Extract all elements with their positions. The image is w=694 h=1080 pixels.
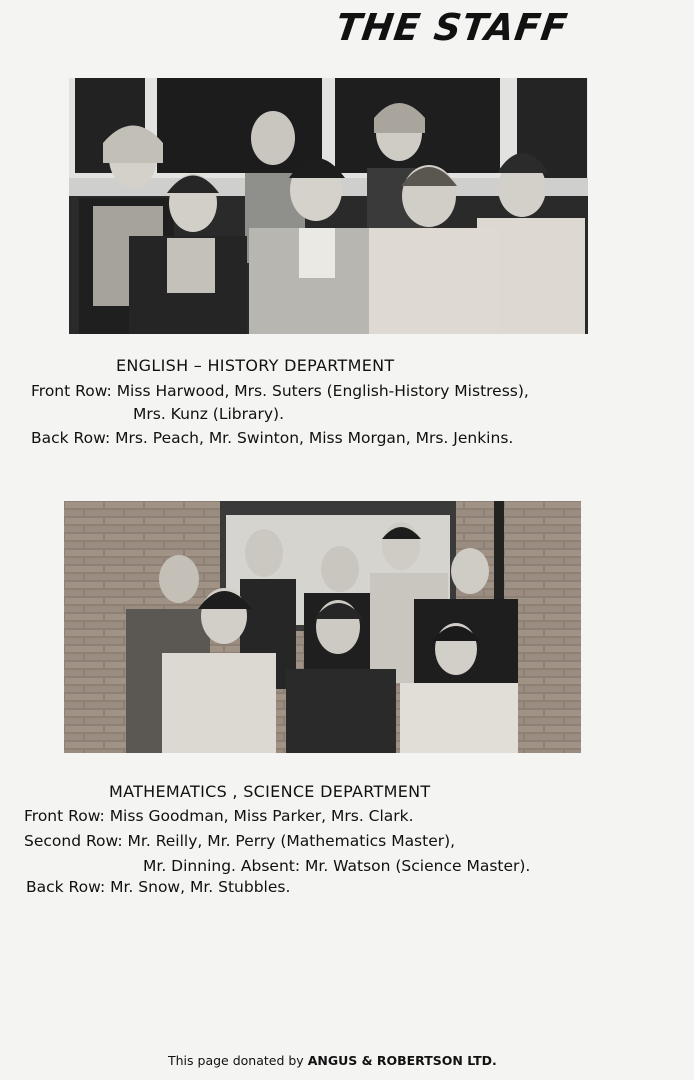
second-row-names: Mr. Reilly, Mr. Perry (Mathematics Master), (127, 832, 456, 850)
english-history-front-row-continued: Mrs. Kunz (Library). (133, 405, 284, 423)
donor-name: ANGUS & ROBERTSON LTD. (307, 1053, 497, 1068)
english-history-heading: ENGLISH – HISTORY DEPARTMENT (116, 356, 395, 375)
english-history-back-row (31, 427, 513, 449)
maths-science-heading: MATHEMATICS , SCIENCE DEPARTMENT (109, 782, 431, 801)
maths-science-staff-photo (64, 501, 581, 753)
back-row-label: Back Row: (26, 878, 106, 896)
maths-science-back-row (26, 876, 290, 898)
front-row-names: Miss Harwood, Mrs. Suters (English-History Mistress), (116, 382, 529, 400)
donation-footer (168, 1053, 497, 1068)
front-row-label: Front Row: (24, 807, 105, 825)
second-row-label: Second Row: (24, 832, 123, 850)
english-history-front-row (31, 380, 529, 402)
maths-science-second-row-continued: Mr. Dinning. Absent: Mr. Watson (Science Master). (143, 857, 531, 875)
back-row-names: Mr. Snow, Mr. Stubbles. (110, 878, 291, 896)
back-row-names: Mrs. Peach, Mr. Swinton, Miss Morgan, Mrs. Jenkins. (115, 429, 514, 447)
front-row-names: Miss Goodman, Miss Parker, Mrs. Clark. (109, 807, 414, 825)
page-title: THE STAFF (332, 6, 571, 49)
english-history-staff-photo (69, 78, 588, 334)
front-row-label: Front Row: (31, 382, 112, 400)
maths-science-front-row (24, 805, 414, 827)
back-row-label: Back Row: (31, 429, 111, 447)
footer-prefix: This page donated by (168, 1053, 304, 1068)
maths-science-second-row (24, 830, 455, 852)
